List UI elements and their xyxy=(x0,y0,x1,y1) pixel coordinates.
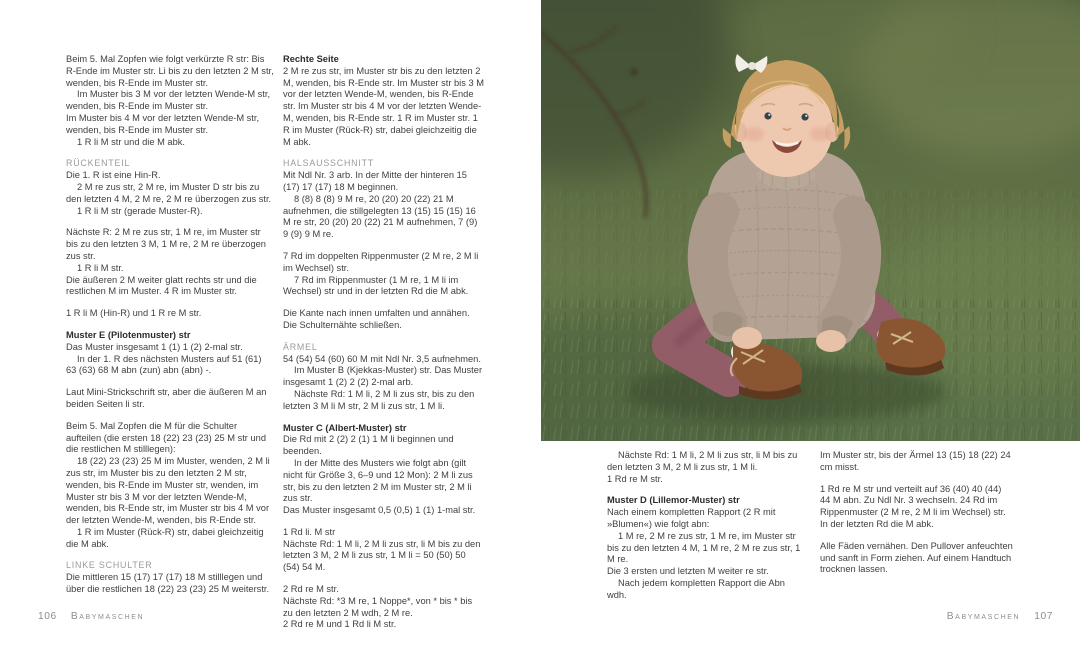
text-block xyxy=(283,584,484,631)
paragraph: Nächste Rd: *3 M re, 1 Noppe*, von * bis * bis zu den letzten 2 M wdh, 2 M re. xyxy=(283,595,473,618)
left-page-footer xyxy=(38,611,144,622)
section-heading: Muster C (Albert-Muster) str xyxy=(283,422,407,433)
text-block xyxy=(283,527,484,574)
paragraph: In der 1. R des nächsten Musters auf 51 (61) 63 (63) 68 M abn (zun) abn (abn) -. xyxy=(66,353,262,376)
paragraph: Nach einem kompletten Rapport (2 R mit »Blumen«) wie folgt abn: xyxy=(607,507,776,529)
paragraph: 1 M re, 2 M re zus str, 1 M re, im Muster str bis zu den letzten 4 M, 1 M re, 2 M re zus str, 1 M re. xyxy=(607,530,801,565)
paragraph: In der Mitte des Musters wie folgt abn (gilt nicht für Größe 3, 6–9 und 12 Mon): 2 M li zus str, bis zu den letzten 2 M im Muster str, 2 M li zus str. xyxy=(283,457,473,504)
paragraph: 1 R li M (Hin-R) und 1 R re M str. xyxy=(66,308,202,319)
paragraph: Im Muster bis 3 M vor der letzten Wende-M str, wenden, bis R-Ende im Muster str. xyxy=(66,89,271,112)
paragraph: Das Muster insgesamt 1 (1) 1 (2) 2-mal str. xyxy=(66,341,243,352)
paragraph: 2 Rd re M und 1 Rd li M str. xyxy=(283,619,397,630)
paragraph: 2 Rd re M str. xyxy=(283,584,339,595)
text-block xyxy=(283,251,484,298)
section-heading: ÄRMEL xyxy=(283,341,318,352)
section-heading: LINKE SCHULTER xyxy=(66,560,153,571)
left-footer-label: Babymaschen xyxy=(70,611,145,622)
paragraph: Die Kante nach innen umfalten und annähen. Die Schulternähte schließen. xyxy=(283,308,470,330)
paragraph: Nächste Rd: 1 M li, 2 M li zus str, bis zu den letzten 3 M li M str, 2 M li zus str, 1 M li. xyxy=(283,388,475,411)
paragraph: Die 3 ersten und letzten M weiter re str. xyxy=(607,566,769,577)
paragraph: 18 (22) 23 (23) 25 M im Muster, wenden, 2 M li zus str, im Muster bis zu den letzten 2 M str, wenden, bis R-Ende im Muster str, wenden, im Muster str bis 3 M vor der letzten Wende-M, wenden, bis R-Ende str, im Muster str bis 4 M vor der letzten Wende-M, wenden, bis R-Ende str. xyxy=(66,456,270,526)
paragraph: 2 M re zus str, 2 M re, im Muster D str bis zu den letzten 4 M, 2 M re, 2 M re überzogen zus str. xyxy=(66,181,272,204)
paragraph: Das Muster insgesamt 0,5 (0,5) 1 (1) 1-mal str. xyxy=(283,505,476,516)
text-block xyxy=(66,560,274,595)
paragraph: Alle Fäden vernähen. Den Pullover anfeuchten und sanft in Form ziehen. Auf einem Handtuch trocknen lassen. xyxy=(820,540,1013,575)
paragraph: 8 (8) 8 (8) 9 M re, 20 (20) 20 (22) 21 M aufnehmen, die stillgelegten 13 (15) 15 (15) 16 M re str, 20 (20) 20 (22) 21 M aufnehmen, 7 (9) 9 (9) 9 M re. xyxy=(283,193,478,240)
right-page-column-2 xyxy=(820,450,1013,586)
section-heading: HALSAUSSCHNITT xyxy=(283,158,375,169)
right-page-column-1 xyxy=(607,450,804,612)
left-page-column-2 xyxy=(283,54,484,641)
section-heading: Muster D (Lillemor-Muster) str xyxy=(607,495,740,506)
paragraph: Laut Mini-Strickschrift str, aber die äußeren M an beiden Seiten li str. xyxy=(66,387,267,409)
paragraph: Im Muster bis 4 M vor der letzten Wende-M str, wenden, bis R-Ende im Muster str. xyxy=(66,112,260,135)
text-block xyxy=(283,423,484,517)
paragraph: Mit Ndl Nr. 3 arb. In der Mitte der hinteren 15 (17) 17 (17) 18 M beginnen. xyxy=(283,170,467,192)
section-heading: Muster E (Pilotenmuster) str xyxy=(66,329,191,340)
baby-photo xyxy=(541,0,1080,441)
right-page-number: 107 xyxy=(1034,611,1053,622)
text-block xyxy=(66,387,274,411)
paragraph: 1 R li M str. xyxy=(77,262,124,273)
text-block xyxy=(820,541,1013,576)
paragraph: 7 Rd im Rippenmuster (1 M re, 1 M li im Wechsel) str und in der letzten Rd die M abk. xyxy=(283,274,469,297)
paragraph: 1 R im Muster (Rück-R) str, dabei gleichzeitig die M abk. xyxy=(66,526,264,549)
text-block xyxy=(820,450,1013,474)
paragraph: Nächste Rd: 1 M li, 2 M li zus str, li M bis zu den letzten 3 M, 2 M li zus str, 1 M li = 50 (50) 50 (54) 54 M. xyxy=(283,538,481,573)
paragraph: Beim 5. Mal Zopfen wie folgt verkürzte R str: Bis R-Ende im Muster str. Li bis zu den letzten 2 M str, wenden, bis R-Ende im Muster str. xyxy=(66,54,274,88)
left-page-number: 106 xyxy=(38,611,57,622)
paragraph: 1 R li M str (gerade Muster-R). xyxy=(77,205,203,216)
text-block xyxy=(283,158,484,241)
text-block xyxy=(66,308,274,320)
paragraph: Die mittleren 15 (17) 17 (17) 18 M stilllegen und über die restlichen 18 (22) 23 (23) 25 M weiterstr. xyxy=(66,572,270,595)
text-block xyxy=(66,421,274,551)
text-block xyxy=(66,158,274,217)
paragraph: Die äußeren 2 M weiter glatt rechts str und die restlichen M im Muster. 4 R im Muster str. xyxy=(66,274,257,297)
text-block xyxy=(607,450,804,485)
text-block xyxy=(283,308,484,332)
paragraph: Die Rd mit 2 (2) 2 (1) 1 M li beginnen und beenden. xyxy=(283,434,454,457)
paragraph: 7 Rd im doppelten Rippenmuster (2 M re, 2 M li im Wechsel) str. xyxy=(283,250,479,273)
text-block xyxy=(607,495,804,601)
paragraph: Nächste Rd: 1 M li, 2 M li zus str, li M bis zu den letzten 3 M, 2 M li zus str, 1 M li. xyxy=(607,450,798,472)
baby-photo-illustration xyxy=(541,0,1080,441)
text-block xyxy=(283,342,484,413)
paragraph: 1 Rd li. M str xyxy=(283,526,336,537)
paragraph: Die 1. R ist eine Hin-R. xyxy=(66,170,161,181)
section-heading: Rechte Seite xyxy=(283,54,339,64)
paragraph: 2 M re zus str, im Muster str bis zu den letzten 2 M, wenden, bis R-Ende str. Im Muster str bis 3 M vor der letzten Wende-M, wenden, bis R-Ende str. Im Muster str bis 4 M vor der letzten Wende-M, wenden, bis R-Ende str. 1 R im Muster str. 1 R im Muster (Rück-R) str, dabei gleichzeitig die M abk. xyxy=(283,65,484,147)
paragraph: Nächste R: 2 M re zus str, 1 M re, im Muster str bis zu den letzten 3 M, 1 M re, 2 M re überzogen zus str. xyxy=(66,227,266,261)
paragraph: 1 Rd re M str und verteilt auf 36 (40) 40 (44) 44 M abn. Zu Ndl Nr. 3 wechseln. 24 Rd im Rippenmuster (2 M re, 2 M li im Wechsel) str. In der letzten Rd die M abk. xyxy=(820,483,1006,529)
left-page-column-1 xyxy=(66,54,274,606)
text-block xyxy=(66,54,274,148)
text-block xyxy=(66,227,274,298)
text-block xyxy=(283,54,484,148)
paragraph: Im Muster str, bis der Ärmel 13 (15) 18 (22) 24 cm misst. xyxy=(820,450,1011,472)
right-footer-label: Babymaschen xyxy=(946,611,1021,622)
text-block xyxy=(66,330,274,377)
section-heading: RÜCKENTEIL xyxy=(66,158,131,169)
paragraph: Beim 5. Mal Zopfen die M für die Schulter aufteilen (die ersten 18 (22) 23 (23) 25 M str und die restlichen M stilllegen): xyxy=(66,420,266,455)
paragraph: 54 (54) 54 (60) 60 M mit Ndl Nr. 3,5 aufnehmen. xyxy=(283,353,481,364)
paragraph: Nach jedem kompletten Rapport die Abn wdh. xyxy=(607,577,785,600)
right-page-footer xyxy=(947,611,1053,622)
text-block xyxy=(820,484,1013,531)
paragraph: 1 R li M str und die M abk. xyxy=(77,136,185,147)
paragraph: Im Muster B (Kjekkas-Muster) str. Das Muster insgesamt 1 (2) 2 (2) 2-mal arb. xyxy=(283,365,483,388)
paragraph: 1 Rd re M str. xyxy=(607,473,663,484)
